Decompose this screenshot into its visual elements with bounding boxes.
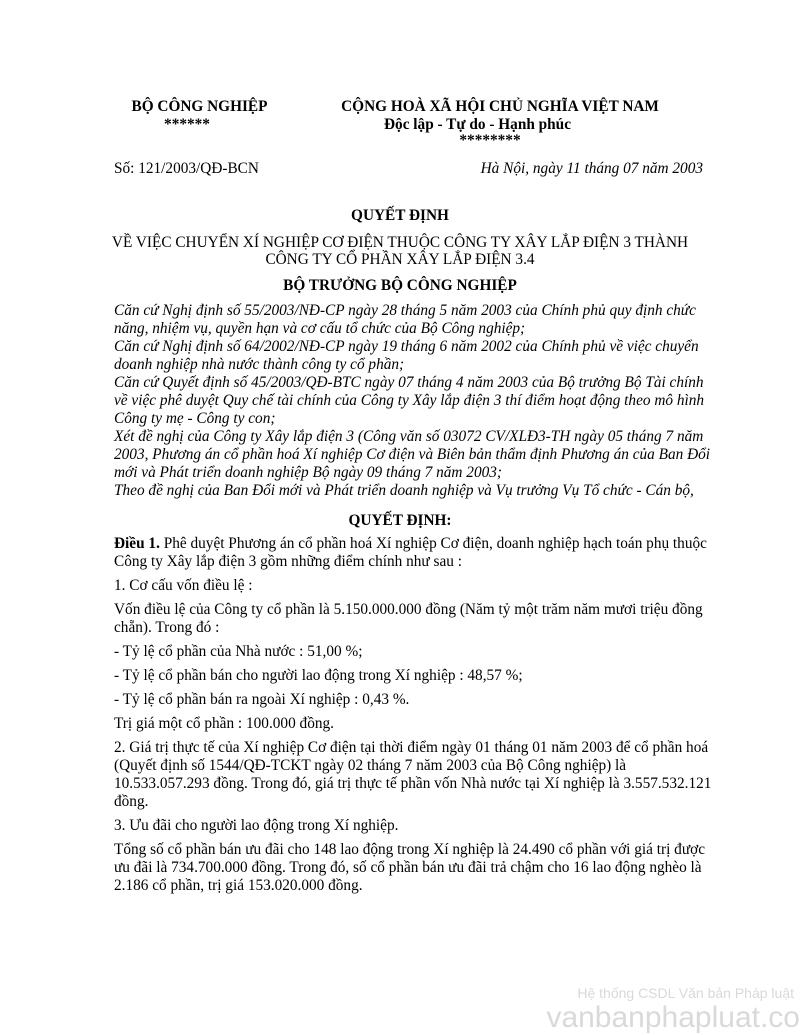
article-1 (114, 535, 714, 571)
country-name: CỘNG HOÀ XÃ HỘI CHỦ NGHĨA VIỆT NAM (341, 98, 659, 115)
preamble-item: Theo đề nghị của Ban Đổi mới và Phát triển doanh nghiệp và Vụ trưởng Vụ Tổ chức - Cán bộ, (114, 482, 694, 499)
preamble-item: Căn cứ Nghị định số 64/2002/NĐ-CP ngày 19 tháng 6 năm 2002 của Chính phủ về việc chuyển doanh nghiệp nhà nước thành công ty cổ phần; (114, 338, 699, 373)
decision-heading: QUYẾT ĐỊNH: (348, 512, 452, 529)
preamble (114, 302, 714, 500)
watermark-line1: Hệ thống CSDL Văn bản Pháp luật (577, 985, 794, 1001)
document-title: QUYẾT ĐỊNH (351, 207, 449, 224)
ministry-name: BỘ CÔNG NGHIỆP (131, 98, 268, 115)
body-paragraph: 3. Ưu đãi cho người lao động trong Xí nghiệp. (114, 817, 399, 834)
body-paragraph: 2. Giá trị thực tế của Xí nghiệp Cơ điện tại thời điểm ngày 01 tháng 01 năm 2003 để cổ phần hoá (Quyết định số 1544/QĐ-TCKT ngày 02 tháng 7 năm 2003 của Bộ Công nghiệp) là 10.533.057.293 đồng. Trong đó, giá trị thực tế phần vốn Nhà nước tại Xí nghiệp là 3.557.532.121 đồng. (114, 739, 712, 810)
document-number: Số: 121/2003/QĐ-BCN (114, 160, 259, 177)
motto: Độc lập - Tự do - Hạnh phúc (384, 116, 571, 133)
watermark-line2: vanbanphapluat.co (546, 1001, 800, 1034)
preamble-item: Xét đề nghị của Công ty Xây lắp điện 3 (Công văn số 03072 CV/XLĐ3-TH ngày 05 tháng 7 năm 2003, Phương án cổ phần hoá Xí nghiệp Cơ điện và Biên bản thẩm định Phương án của Ban Đổi mới và Phát triển doanh nghiệp Bộ ngày 09 tháng 7 năm 2003; (114, 428, 711, 481)
preamble-item: Căn cứ Nghị định số 55/2003/NĐ-CP ngày 28 tháng 5 năm 2003 của Chính phủ quy định chức năng, nhiệm vụ, quyền hạn và cơ cấu tổ chức của Bộ Công nghiệp; (114, 302, 696, 337)
body-paragraph: - Tỷ lệ cổ phần bán cho người lao động trong Xí nghiệp : 48,57 %; (114, 667, 523, 684)
body-paragraph: 1. Cơ cấu vốn điều lệ : (114, 577, 253, 594)
body-paragraph: - Tỷ lệ cổ phần bán ra ngoài Xí nghiệp : 0,43 %. (114, 691, 410, 708)
motto-stars: ******** (459, 132, 521, 149)
watermark (540, 985, 800, 1035)
article-text: Phê duyệt Phương án cổ phần hoá Xí nghiệp Cơ điện, doanh nghiệp hạch toán phụ thuộc Công ty Xây lắp điện 3 gồm những điểm chính như sau : (114, 535, 707, 570)
body-paragraph: Trị giá một cổ phần : 100.000 đồng. (114, 715, 334, 732)
place-date: Hà Nội, ngày 11 tháng 07 năm 2003 (480, 160, 703, 177)
document-subject-line2: CÔNG TY CỔ PHẦN XÂY LẮP ĐIỆN 3.4 (265, 251, 535, 268)
preamble-item: Căn cứ Quyết định số 45/2003/QĐ-BTC ngày 07 tháng 4 năm 2003 của Bộ trưởng Bộ Tài chính về việc phê duyệt Quy chế tài chính của Công ty Xây lắp điện 3 thí điểm hoạt động theo mô hình Công ty mẹ - Công ty con; (114, 374, 705, 427)
document-subject-line1: VỀ VIỆC CHUYỂN XÍ NGHIỆP CƠ ĐIỆN THUỘC CÔNG TY XÂY LẮP ĐIỆN 3 THÀNH (111, 234, 689, 251)
article-label: Điều 1. (114, 535, 160, 552)
body-paragraph: Vốn điều lệ của Công ty cổ phần là 5.150.000.000 đồng (Năm tỷ một trăm năm mươi triệu đồng chẵn). Trong đó : (114, 601, 703, 636)
body-paragraph: Tổng số cổ phần bán ưu đãi cho 148 lao động trong Xí nghiệp là 24.490 cổ phần với giá trị được ưu đãi là 734.700.000 đồng. Trong đó, số cổ phần bán ưu đãi trả chậm cho 16 lao động nghèo là 2.186 cổ phần, trị giá 153.020.000 đồng. (114, 841, 705, 894)
issuing-authority: BỘ TRƯỞNG BỘ CÔNG NGHIỆP (283, 277, 517, 294)
ministry-stars: ****** (164, 116, 210, 133)
document-body (114, 535, 714, 901)
body-paragraph: - Tỷ lệ cổ phần của Nhà nước : 51,00 %; (114, 643, 363, 660)
